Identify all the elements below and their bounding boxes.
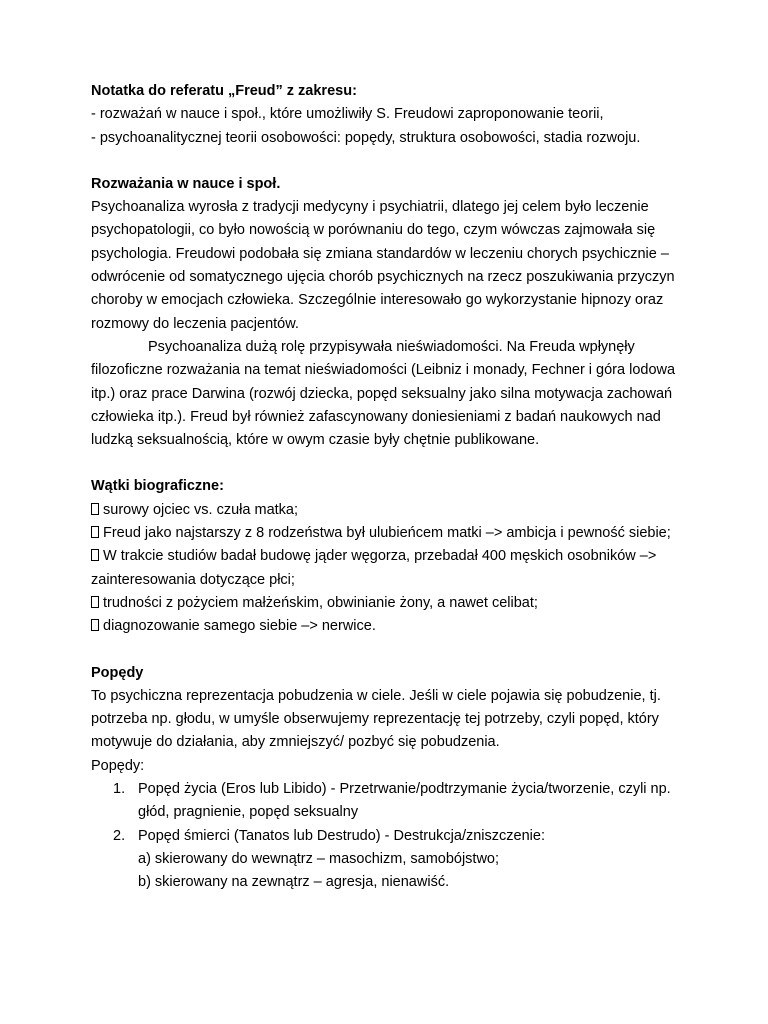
bullet-box-icon bbox=[91, 526, 99, 538]
list-item bbox=[91, 778, 698, 825]
bullet-item-continuation: zainteresowania dotyczące płci; bbox=[91, 571, 295, 588]
list-number: 1. bbox=[113, 781, 126, 798]
section-heading-popedy: Popędy bbox=[91, 664, 144, 681]
bullet-box-icon bbox=[91, 503, 99, 515]
sub-item: a) skierowany do wewnątrz – masochizm, samobójstwo; bbox=[138, 850, 500, 867]
paragraph-line: Psychoanaliza dużą rolę przypisywała nieświadomości. Na Freuda wpłynęły bbox=[148, 338, 635, 355]
bullet-item: diagnozowanie samego siebie –> nerwice. bbox=[91, 615, 698, 638]
bullet-item: trudności z pożyciem małżeńskim, obwinianie żony, a nawet celibat; bbox=[91, 592, 698, 615]
bullet-item: Freud jako najstarszy z 8 rodzeństwa był ulubieńcem matki –> ambicja i pewność siebie; bbox=[91, 522, 698, 545]
list-label: Popędy: bbox=[91, 757, 145, 774]
paragraph-line: To psychiczna reprezentacja pobudzenia w ciele. Jeśli w ciele pojawia się pobudzenie, tj. bbox=[91, 687, 661, 704]
list-item-line: Popęd życia (Eros lub Libido) - Przetrwanie/podtrzymanie życia/tworzenie, czyli np. bbox=[138, 781, 671, 798]
section-heading-watki: Wątki biograficzne: bbox=[91, 478, 224, 495]
paragraph-line: psychopatologii, co było nowością w porównaniu do tego, czym wówczas zajmowała się bbox=[91, 222, 656, 239]
list-item-line: głód, pragnienie, popęd seksualny bbox=[138, 804, 359, 821]
bullet-item: W trakcie studiów badał budowę jąder węgorza, przebadał 400 męskich osobników –> bbox=[91, 545, 698, 568]
intro-title: Notatka do referatu „Freud” z zakresu: bbox=[91, 83, 357, 99]
bullet-item: surowy ojciec vs. czuła matka; bbox=[91, 499, 698, 522]
paragraph-line: filozoficzne rozważania na temat nieświadomości (Leibniz i monady, Fechner i góra lodowa bbox=[91, 362, 676, 379]
sub-item: b) skierowany na zewnątrz – agresja, nienawiść. bbox=[138, 874, 450, 891]
bullet-box-icon bbox=[91, 549, 99, 561]
paragraph-line: ludzką seksualnością, które w owym czasie były chętnie publikowane. bbox=[91, 432, 540, 449]
paragraph-line: motywuje do działania, aby zmniejszyć/ pozbyć się pobudzenia. bbox=[91, 734, 500, 751]
paragraph-line: itp.) oraz prace Darwina (rozwój dziecka, popęd seksualny jako silna motywacja zachowań bbox=[91, 385, 673, 402]
list-item-line: Popęd śmierci (Tanatos lub Destrudo) - Destrukcja/zniszczenie: bbox=[138, 827, 545, 844]
paragraph-line: rozmowy do leczenia pacjentów. bbox=[91, 315, 299, 332]
paragraph-line: odwrócenie od somatycznego ujęcia chorób psychicznych na rzecz poszukiwania przyczyn bbox=[91, 269, 675, 286]
intro-item: - rozważań w nauce i społ., które umożliwiły S. Freudowi zaproponowanie teorii, bbox=[91, 106, 604, 123]
list-number: 2. bbox=[113, 827, 126, 844]
section-heading-rozwazania: Rozważania w nauce i społ. bbox=[91, 175, 281, 192]
intro-item: - psychoanalitycznej teorii osobowości: popędy, struktura osobowości, stadia rozwoju. bbox=[91, 129, 641, 146]
paragraph-line: Psychoanaliza wyrosła z tradycji medycyny i psychiatrii, dlatego jej celem było leczenie bbox=[91, 199, 649, 216]
paragraph-line: człowieka itp.). Freud był również zafascynowany doniesieniami z badań naukowych nad bbox=[91, 408, 661, 425]
paragraph-line: psychologia. Freudowi podobała się zmiana standardów w leczeniu chorych psychicznie – bbox=[91, 245, 669, 262]
bullet-box-icon bbox=[91, 596, 99, 608]
bullet-box-icon bbox=[91, 619, 99, 631]
list-item bbox=[91, 825, 698, 848]
paragraph-line: choroby w emocjach człowieka. Szczególnie interesowało go wykorzystanie hipnozy oraz bbox=[91, 292, 664, 309]
paragraph-line: potrzeba np. głodu, w umyśle obserwujemy reprezentację tej potrzeby, czyli popęd, który bbox=[91, 711, 659, 728]
